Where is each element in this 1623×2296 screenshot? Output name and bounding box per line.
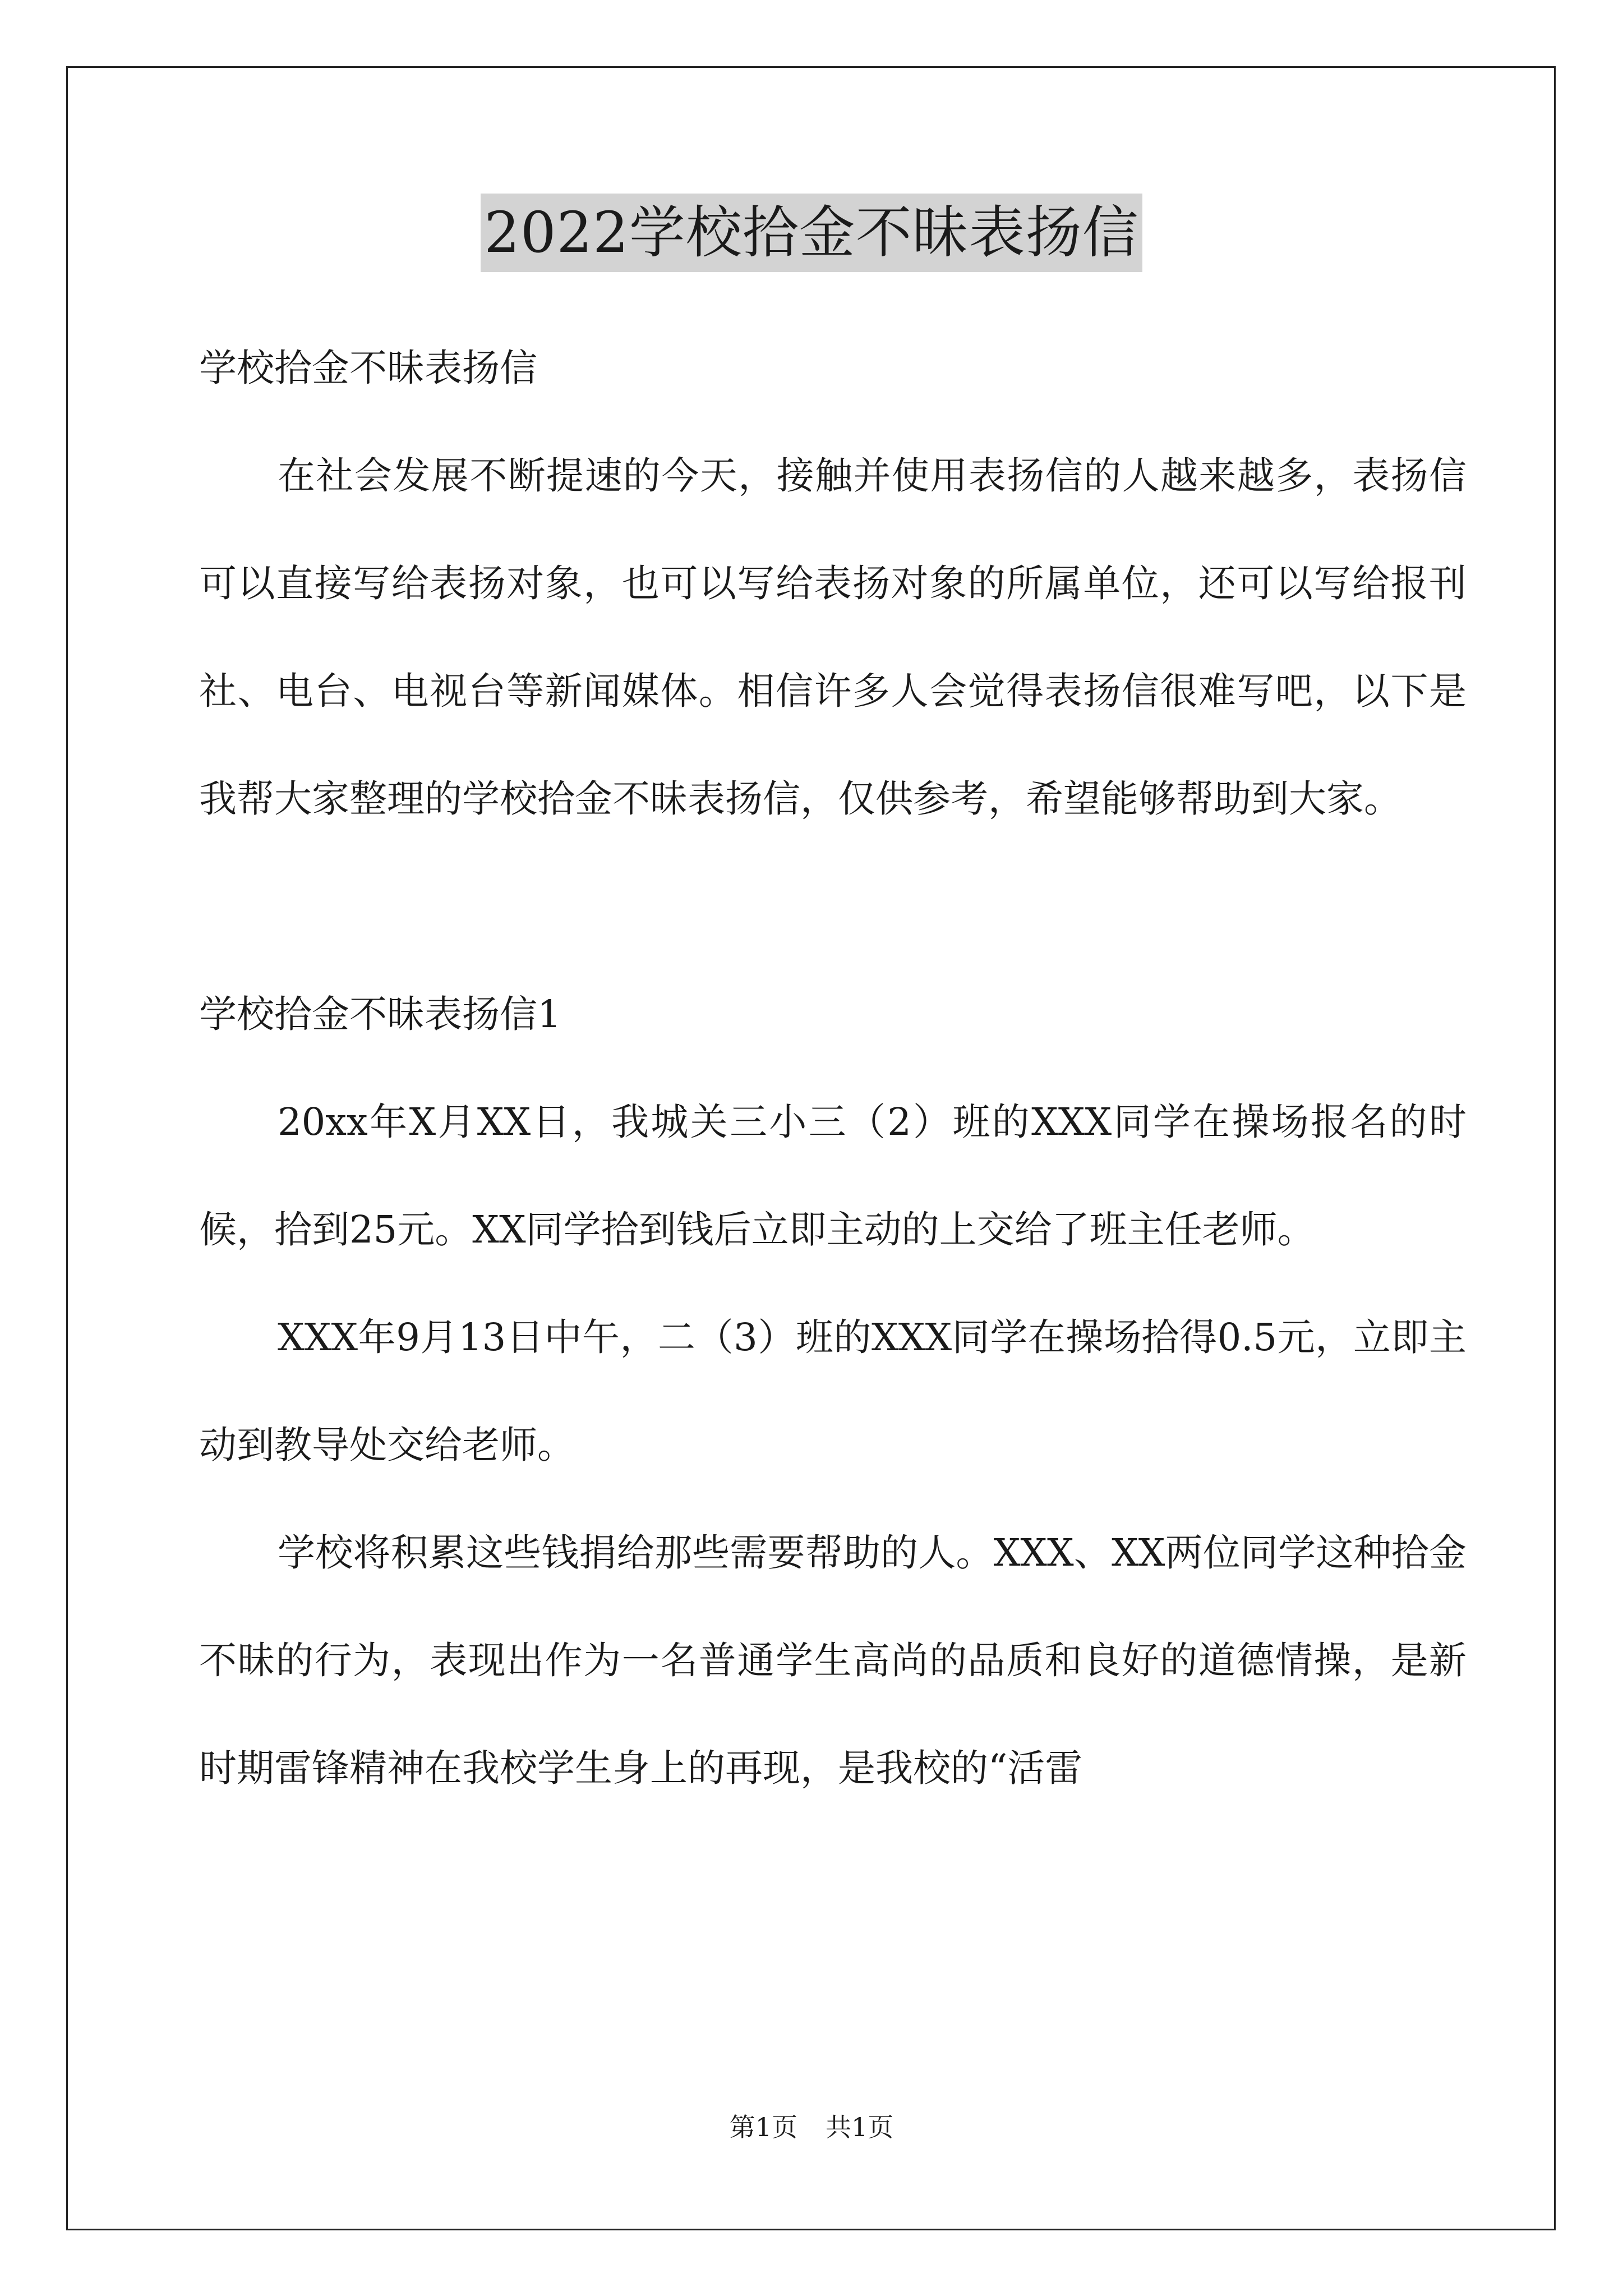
title-container [0,194,1623,272]
page-total: 共1页 [826,2112,894,2142]
page-number: 第1页 [729,2112,797,2142]
intro-paragraph: 在社会发展不断提速的今天，接触并使用表扬信的人越来越多，表扬信可以直接写给表扬对象，也可以写给表扬对象的所属单位，还可以写给报刊社、电台、电视台等新闻媒体。相信许多人会觉得表扬信很难写吧，以下是我帮大家整理的学校拾金不昧表扬信，仅供参考，希望能够帮助到大家。 [199,454,1467,821]
section-heading: 学校拾金不昧表扬信1 [199,992,561,1036]
document-title: 2022学校拾金不昧表扬信 [481,194,1142,272]
subtitle: 学校拾金不昧表扬信 [199,346,537,390]
section-gap [199,853,1467,960]
body-paragraph: 学校将积累这些钱捐给那些需要帮助的人。XXX、XX两位同学这种拾金不昧的行为，表现出作为一名普通学生高尚的品质和良好的道德情操，是新时期雷锋精神在我校学生身上的再现，是我校的“活雷 [199,1531,1467,1790]
document-body [199,314,1467,1822]
body-paragraph: XXX年9月13日中午，二（3）班的XXX同学在操场拾得0.5元，立即主动到教导处交给老师。 [199,1315,1467,1467]
body-paragraph: 20xx年X月XX日，我城关三小三（2）班的XXX同学在操场报名的时候，拾到25元。XX同学拾到钱后立即主动的上交给了班主任老师。 [199,1100,1467,1251]
page-footer [0,2110,1623,2144]
